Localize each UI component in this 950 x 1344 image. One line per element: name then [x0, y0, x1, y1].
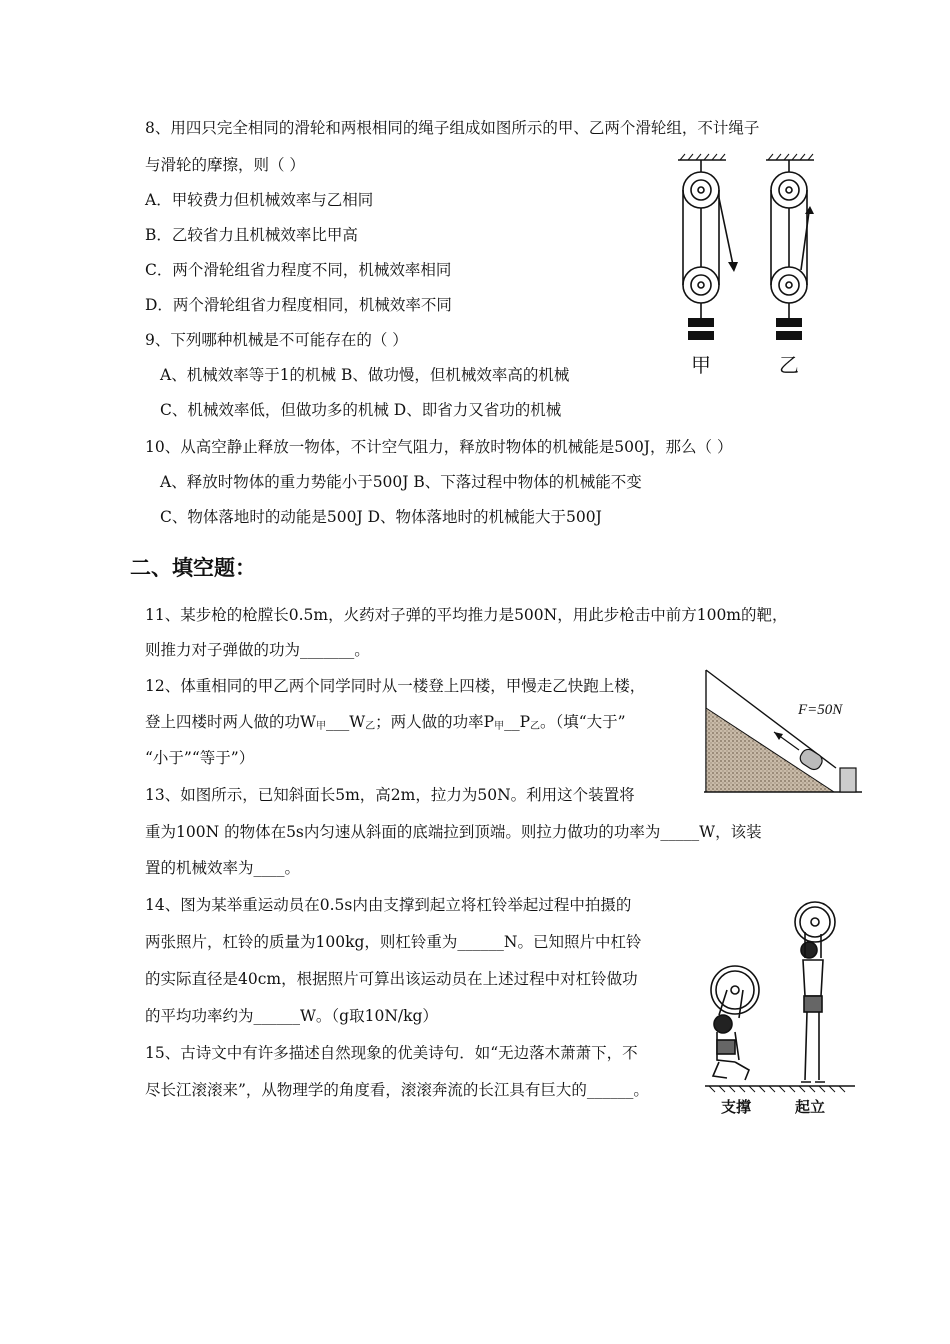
q14-line2: 两张照片，杠铃的质量为100kg，则杠铃重为______N。已知照片中杠铃	[145, 933, 642, 951]
q9-stem: 9、下列哪种机械是不可能存在的（ ）	[145, 331, 408, 349]
q12-work-text: 登上四楼时两人做的功W	[145, 713, 316, 731]
pulley-label-jia: 甲	[691, 353, 711, 377]
q12-sub-yi-2: 乙	[530, 721, 540, 732]
q12-work-blank: ___W	[325, 713, 366, 731]
q12-sub-yi: 乙	[365, 721, 376, 732]
q12-line2	[145, 712, 626, 737]
incline-force-label: F=50N	[798, 702, 843, 718]
q12-line1: 12、体重相同的甲乙两个同学同时从一楼登上四楼，甲慢走乙快跑上楼，	[145, 677, 646, 695]
q8-option-c: C．两个滑轮组省力程度不同，机械效率相同	[145, 261, 452, 279]
q15-line1: 15、古诗文中有许多描述自然现象的优美诗句．如“无边落木萧萧下，不	[145, 1044, 638, 1062]
pulley-label-yi: 乙	[779, 353, 799, 377]
q8-stem-line2: 与滑轮的摩擦，则（ ）	[145, 156, 305, 174]
q12-power-text: ；两人做的功率P	[375, 713, 495, 731]
q14-line1: 14、图为某举重运动员在0.5s内由支撑到起立将杠铃举起过程中拍摄的	[145, 896, 632, 914]
pulley-figure	[668, 150, 818, 380]
q13-line2: 重为100N 的物体在5s内匀速从斜面的底端拉到顶端。则拉力做功的功率为_____W，该装	[145, 823, 762, 841]
q13-line3: 置的机械效率为____。	[145, 859, 301, 877]
q8-stem-line1: 8、用四只完全相同的滑轮和两根相同的绳子组成如图所示的甲、乙两个滑轮组，不计绳子	[145, 119, 760, 137]
q13-line1: 13、如图所示，已知斜面长5m，高2m，拉力为50N。利用这个装置将	[145, 786, 635, 804]
q10-stem: 10、从高空静止释放一物体，不计空气阻力，释放时物体的机械能是500J，那么（ ）	[145, 438, 733, 456]
q14-line3: 的实际直径是40cm，根据照片可算出该运动员在上述过程中对杠铃做功	[145, 970, 638, 988]
q9-options-row1: A、机械效率等于1的机械 B、做功慢，但机械效率高的机械	[160, 366, 570, 384]
q12-hint: 。（填“大于”	[540, 713, 626, 731]
q15-line2: 尽长江滚滚来”，从物理学的角度看，滚滚奔流的长江具有巨大的______。	[145, 1081, 649, 1099]
q11-line1: 11、某步枪的枪膛长0.5m，火药对子弹的平均推力是500N，用此步枪击中前方100m的靶，	[145, 606, 788, 624]
incline-figure	[704, 668, 864, 798]
q10-options-row1: A、释放时物体的重力势能小于500J B、下落过程中物体的机械能不变	[160, 473, 642, 491]
q12-line3: “小于”“等于”）	[145, 749, 255, 767]
q11-line2: 则推力对子弹做的功为_______。	[145, 641, 370, 659]
q12-sub-jia: 甲	[315, 721, 326, 732]
q8-option-a: A．甲较费力但机械效率与乙相同	[145, 191, 374, 209]
q10-options-row2: C、物体落地时的动能是500J D、物体落地时的机械能大于500J	[160, 508, 602, 526]
q8-option-d: D．两个滑轮组省力程度相同，机械效率不同	[145, 296, 452, 314]
weightlifter-label-support: 支撑	[721, 1098, 752, 1116]
q9-options-row2: C、机械效率低，但做功多的机械 D、即省力又省功的机械	[160, 401, 562, 419]
q12-sub-jia-2: 甲	[494, 721, 505, 732]
weightlifter-label-stand: 起立	[795, 1098, 826, 1116]
weightlifter-figure	[705, 900, 855, 1125]
section-title-fill-in: 二、填空题：	[130, 556, 256, 580]
q14-line4: 的平均功率约为______W。（g取10N/kg）	[145, 1007, 438, 1025]
q8-option-b: B．乙较省力且机械效率比甲高	[145, 226, 358, 244]
q12-power-blank: __P	[504, 713, 530, 731]
